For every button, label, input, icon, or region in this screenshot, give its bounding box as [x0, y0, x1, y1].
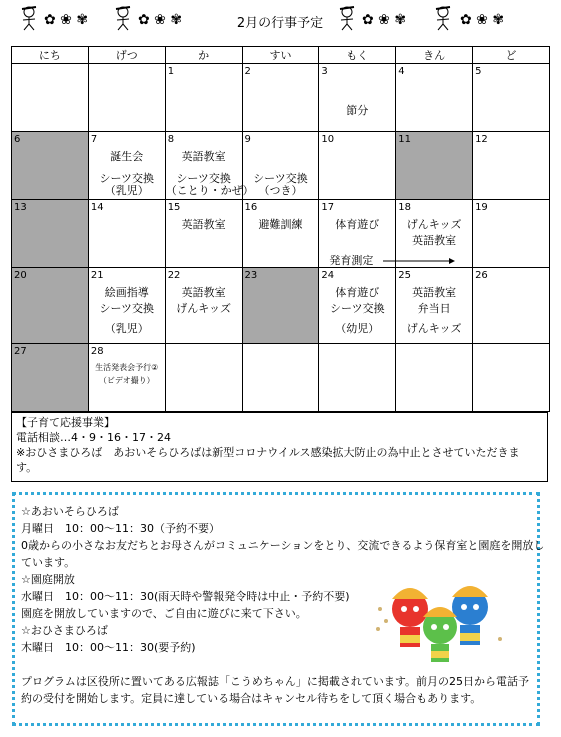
calendar-day-cell — [165, 344, 242, 412]
event-label: げんキッズ — [406, 322, 462, 335]
event-label: （つき） — [258, 184, 303, 197]
aoi-time: 月曜日 10：00～11：30（予約不要） — [21, 522, 220, 535]
day-number: 26 — [475, 270, 488, 281]
calendar-day-cell — [396, 132, 473, 200]
calendar-day-cell — [319, 268, 396, 344]
support-section — [11, 412, 548, 482]
header — [0, 0, 561, 40]
day-number: 14 — [90, 202, 104, 213]
day-number: 7 — [90, 134, 98, 145]
sun-time: 木曜日 10：00～11：30(要予約) — [21, 641, 196, 654]
day-number: 20 — [14, 270, 27, 281]
event-label: （ビデオ撮り） — [98, 376, 155, 385]
day-number: 23 — [244, 270, 258, 281]
calendar-day-cell — [473, 64, 550, 132]
garden-title: ☆園庭開放 — [21, 573, 75, 586]
day-number: 2 — [244, 66, 251, 77]
calendar-day-cell — [473, 268, 550, 344]
event-label: （ことり・かぜ） — [165, 184, 254, 197]
calendar-day-cell — [319, 344, 396, 412]
event-label: （乳児） — [104, 184, 149, 197]
calendar-table — [11, 46, 550, 412]
event-label: 避難訓練 — [258, 218, 303, 231]
calendar-day-cell — [242, 200, 319, 268]
event-label: シーツ交換 — [99, 302, 155, 315]
flower-icon: ✿ ❀ ✾ — [362, 12, 407, 28]
day-number: 6 — [14, 134, 21, 145]
calendar-day-cell — [12, 132, 89, 200]
calendar-day-cell — [12, 344, 89, 412]
day-number: 24 — [321, 270, 335, 281]
event-label: げんキッズ — [406, 218, 462, 231]
event-label: 英語教室 — [181, 150, 226, 163]
event-label: 英語教室 — [181, 286, 226, 299]
day-number: 13 — [14, 202, 27, 213]
calendar-day-cell — [242, 64, 319, 132]
child-icon — [18, 5, 40, 31]
event-label: （幼児） — [335, 322, 380, 335]
event-label: 弁当日 — [417, 302, 451, 315]
weekday-header: げつ — [88, 47, 165, 64]
calendar-day-cell — [319, 132, 396, 200]
day-number: 10 — [321, 134, 335, 145]
event-label: 体育遊び — [335, 286, 380, 299]
calendar-day-cell — [473, 344, 550, 412]
calendar-day-cell — [165, 132, 254, 200]
day-number: 11 — [398, 134, 411, 145]
oni-illustration — [370, 569, 510, 669]
weekday-header: か — [165, 47, 242, 64]
calendar-day-cell — [88, 200, 165, 268]
weekday-header: もく — [319, 47, 396, 64]
event-label: 英語教室 — [412, 286, 457, 299]
day-number: 9 — [244, 134, 251, 145]
cancel-note-cont: す。 — [16, 461, 38, 474]
calendar-day-cell — [396, 344, 473, 412]
calendar-week-row — [12, 268, 550, 344]
event-label: （乳児） — [104, 322, 149, 335]
event-label: 発育測定 — [329, 254, 374, 267]
calendar-day-cell — [473, 132, 550, 200]
event-label: シーツ交換 — [253, 172, 308, 185]
day-number: 12 — [475, 134, 488, 145]
day-number: 1 — [167, 66, 175, 77]
phone-consult: 電話相談…4・9・16・17・24 — [16, 431, 171, 444]
event-label: 英語教室 — [181, 218, 226, 231]
calendar-week-row — [12, 200, 550, 268]
child-icon — [336, 5, 358, 31]
day-number: 19 — [475, 202, 488, 213]
calendar-day-cell — [88, 268, 165, 344]
event-label: 生活発表会予行② — [95, 363, 159, 372]
calendar-day-cell — [242, 132, 319, 200]
day-number: 28 — [90, 346, 104, 357]
weekday-header-row — [12, 47, 550, 64]
day-number: 3 — [321, 66, 328, 77]
day-number: 25 — [398, 270, 411, 281]
flower-icon: ✿ ❀ ✾ — [460, 12, 505, 28]
event-label: シーツ交換 — [330, 302, 385, 315]
page-title: 2月の行事予定 — [236, 16, 324, 31]
aoi-desc-cont: ています。 — [21, 556, 76, 569]
day-number: 4 — [398, 66, 405, 77]
calendar-day-cell — [242, 344, 319, 412]
flower-icon: ✿ ❀ ✾ — [44, 12, 89, 28]
weekday-header: にち — [12, 47, 89, 64]
event-label: 絵画指導 — [104, 286, 149, 299]
day-number: 21 — [90, 270, 104, 281]
calendar-day-cell — [88, 132, 165, 200]
cancel-note: ※おひさまひろば あおいそらひろばは新型コロナウイルス感染拡大防止の為中止とさせていただきま — [16, 446, 520, 459]
day-number: 5 — [475, 66, 482, 77]
event-label: 誕生会 — [110, 150, 144, 163]
event-label: シーツ交換 — [99, 172, 155, 185]
calendar-week-row — [12, 132, 550, 200]
program-note-cont: 約の受付を開始します。定員に達している場合はキャンセル待ちをして頂く場合もあります。 — [21, 692, 482, 705]
day-number: 22 — [167, 270, 181, 281]
weekday-header: ど — [473, 47, 550, 64]
calendar-week-row — [12, 64, 550, 132]
day-number: 17 — [321, 202, 335, 213]
calendar-day-cell — [12, 268, 89, 344]
calendar-day-cell — [165, 268, 242, 344]
calendar-day-cell — [396, 200, 473, 268]
calendar-day-cell — [396, 268, 473, 344]
child-icon — [112, 5, 134, 31]
calendar-day-cell — [12, 200, 89, 268]
day-number: 8 — [167, 134, 175, 145]
event-label: シーツ交換 — [176, 172, 231, 185]
day-number: 16 — [244, 202, 258, 213]
sun-title: ☆おひさまひろば — [21, 624, 108, 637]
event-label: 英語教室 — [412, 234, 457, 247]
child-icon — [432, 5, 454, 31]
aoi-desc: 0歳からの小さなお友だちとお母さんがコミュニケーションをとり、交流できるよう保育室と園庭を開放し — [21, 539, 545, 552]
event-label: 体育遊び — [335, 218, 380, 231]
support-title: 【子育て応援事業】 — [16, 416, 115, 429]
garden-desc: 園庭を開放していますので、ご自由に遊びに来て下さい。 — [21, 607, 307, 620]
calendar-day-cell — [242, 268, 319, 344]
weekday-header: きん — [396, 47, 473, 64]
garden-time: 水曜日 10：00～11：30(雨天時や警報発令時は中止・予約不要) — [21, 590, 350, 603]
event-label: げんキッズ — [176, 302, 231, 315]
aoi-title: ☆あおいそらひろば — [21, 505, 119, 518]
calendar-week-row — [12, 344, 550, 412]
calendar-day-cell — [165, 64, 242, 132]
day-number: 27 — [14, 346, 27, 357]
event-label: 節分 — [346, 104, 369, 117]
program-note: プログラムは区役所に置いてある広報誌「こうめちゃん」に掲載されています。前月の25日から電話予 — [21, 675, 530, 688]
weekday-header: すい — [242, 47, 319, 64]
calendar-day-cell — [319, 64, 396, 132]
calendar-day-cell — [88, 344, 165, 412]
calendar-day-cell — [319, 200, 396, 268]
day-number: 18 — [398, 202, 411, 213]
calendar-day-cell — [165, 200, 242, 268]
calendar-day-cell — [12, 64, 89, 132]
calendar-day-cell — [396, 64, 473, 132]
flower-icon: ✿ ❀ ✾ — [138, 12, 183, 28]
calendar-day-cell — [473, 200, 550, 268]
day-number: 15 — [167, 202, 181, 213]
calendar-day-cell — [88, 64, 165, 132]
